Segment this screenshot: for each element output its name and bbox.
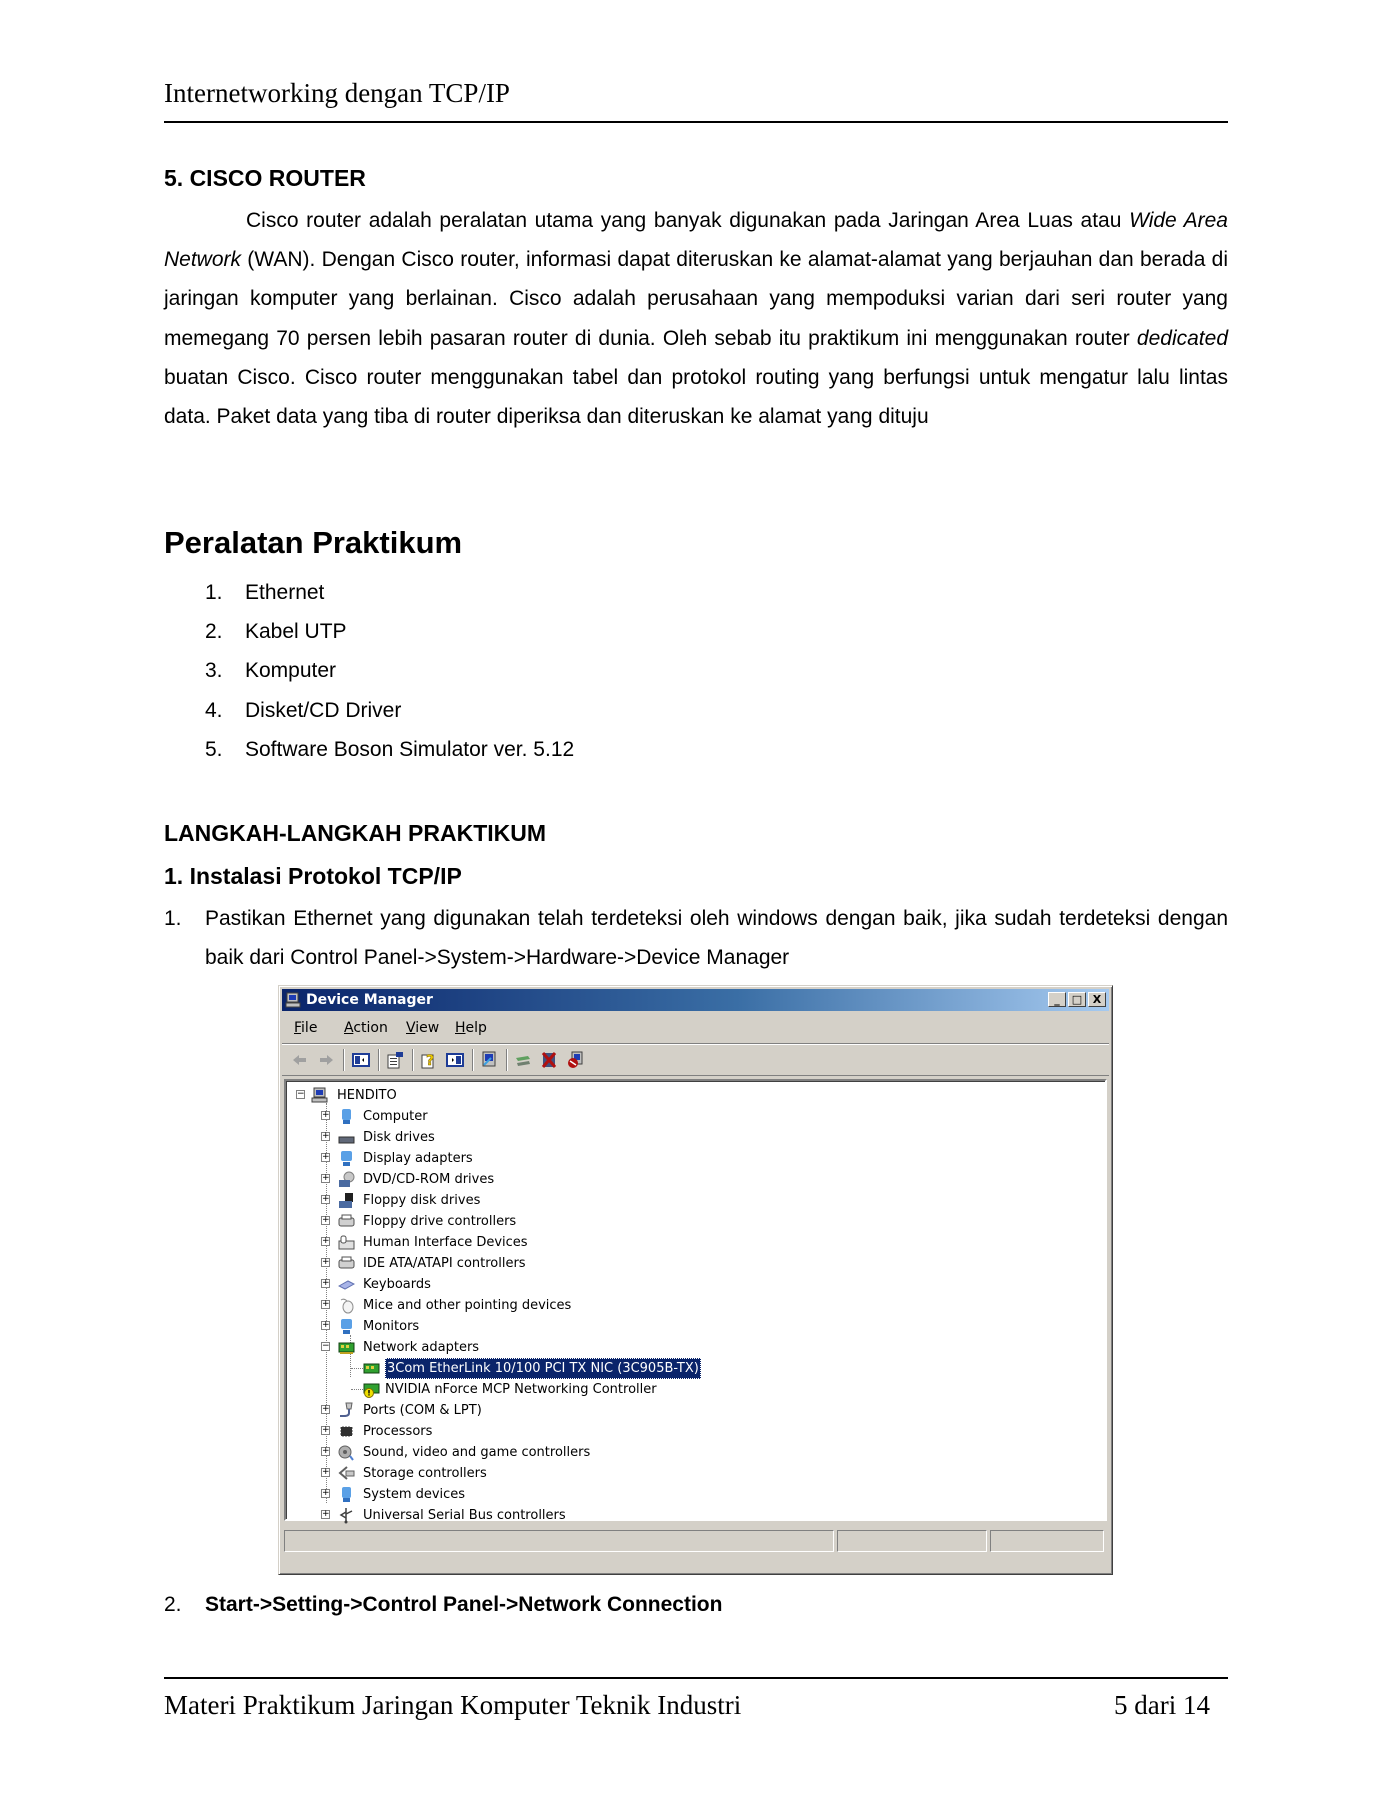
expand-icon[interactable]: + — [322, 1446, 330, 1456]
step-number: 1. — [164, 907, 182, 930]
status-pane — [990, 1530, 1104, 1552]
tree-label: Human Interface Devices — [363, 1235, 528, 1250]
tree-label: Floppy drive controllers — [363, 1214, 517, 1229]
expand-icon[interactable]: + — [322, 1299, 330, 1309]
expand-icon[interactable]: + — [322, 1110, 330, 1120]
expand-icon[interactable]: + — [322, 1467, 330, 1477]
hid-icon — [338, 1234, 355, 1251]
list-text: Kabel UTP — [245, 620, 347, 644]
maximize-button[interactable]: □ — [1068, 992, 1086, 1007]
controller-icon — [338, 1213, 355, 1230]
menu-file[interactable]: File — [294, 1020, 318, 1036]
toolbar-separator — [412, 1049, 413, 1071]
back-icon[interactable] — [291, 1051, 309, 1069]
menu-bar — [282, 1013, 1109, 1044]
help-icon[interactable] — [420, 1051, 438, 1069]
expand-icon[interactable]: + — [322, 1152, 330, 1162]
expand-icon[interactable]: + — [322, 1509, 330, 1519]
step-text: Pastikan Ethernet yang digunakan telah terdeteksi oleh windows dengan baik, jika sudah terdeteksi dengan baik dari Control Panel->System->Hardware->Device Manager — [205, 907, 1228, 970]
device-manager-icon — [285, 992, 301, 1008]
tree-label: NVIDIA nForce MCP Networking Controller — [385, 1382, 657, 1397]
toolbar-separator — [378, 1049, 379, 1071]
processor-icon — [338, 1423, 355, 1440]
port-icon — [338, 1402, 355, 1419]
network-adapter-icon — [338, 1339, 355, 1356]
toolbar-separator — [506, 1049, 507, 1071]
system-icon — [338, 1486, 355, 1503]
tree-label: Universal Serial Bus controllers — [363, 1508, 566, 1523]
collapse-icon[interactable]: − — [322, 1341, 330, 1351]
window-title: Device Manager — [306, 992, 433, 1008]
tree-label: Mice and other pointing devices — [363, 1298, 572, 1313]
monitor-icon — [338, 1318, 355, 1335]
disk-drive-icon — [338, 1129, 355, 1146]
toolbar-separator — [472, 1049, 473, 1071]
tree-label: Monitors — [363, 1319, 420, 1334]
steps-subheading: 1. Instalasi Protokol TCP/IP — [164, 863, 462, 889]
para-text: (WAN). Dengan Cisco router, informasi dapat diteruskan ke alamat-alamat yang berjauhan dan berada di jaringan komputer yang berlainan. Cisco adalah perusahaan yang mempoduksi varian dari seri router yang memegang 70 persen lebih pasaran router di dunia. Oleh sebab itu praktikum ini menggunakan router — [164, 248, 1228, 350]
svg-text:?: ? — [426, 1053, 435, 1069]
expand-icon[interactable]: + — [322, 1404, 330, 1414]
header-rule — [164, 121, 1228, 123]
footer-rule — [164, 1677, 1228, 1679]
equipment-heading: Peralatan Praktikum — [164, 525, 463, 560]
minimize-button[interactable]: _ — [1048, 992, 1066, 1007]
list-text: Software Boson Simulator ver. 5.12 — [245, 737, 575, 761]
tree-label: Disk drives — [363, 1130, 435, 1145]
show-hide-console-tree-icon[interactable] — [352, 1051, 370, 1069]
list-text: Komputer — [245, 659, 337, 683]
display-adapter-icon — [338, 1150, 355, 1167]
list-text: Ethernet — [245, 581, 325, 604]
toolbar-separator — [343, 1049, 344, 1071]
tree-label: System devices — [363, 1487, 466, 1502]
controller-icon — [338, 1255, 355, 1272]
tree-label: Processors — [363, 1424, 433, 1439]
expand-icon[interactable]: + — [322, 1278, 330, 1288]
tree-label: Display adapters — [363, 1151, 473, 1166]
uninstall-icon[interactable] — [540, 1051, 558, 1069]
para-text: buatan Cisco. Cisco router menggunakan tabel dan protokol routing yang berfungsi untuk mengatur lalu lintas data. Paket data yang tiba di router diperiksa dan diteruskan ke alamat yang dituju — [164, 365, 1228, 429]
storage-icon — [338, 1465, 355, 1482]
show-hide-action-pane-icon[interactable] — [446, 1051, 464, 1069]
list-number: 3. — [205, 659, 223, 683]
list-number: 1. — [205, 581, 223, 604]
sound-icon — [338, 1444, 355, 1461]
expand-icon[interactable]: + — [322, 1194, 330, 1204]
menu-view[interactable]: View — [406, 1020, 440, 1036]
tree-label: Computer — [363, 1109, 428, 1124]
forward-icon[interactable] — [317, 1051, 335, 1069]
expand-icon[interactable]: + — [322, 1320, 330, 1330]
expand-icon[interactable]: + — [322, 1131, 330, 1141]
running-header: Internetworking dengan TCP/IP — [164, 78, 510, 108]
para-italic-wan: Wide Area Network — [164, 209, 1228, 272]
usb-icon — [338, 1507, 355, 1524]
device-tree[interactable] — [284, 1079, 1107, 1521]
step-number: 2. — [164, 1593, 182, 1616]
floppy-icon — [338, 1192, 355, 1209]
tree-label: HENDITO — [337, 1088, 397, 1103]
steps-heading: LANGKAH-LANGKAH PRAKTIKUM — [164, 820, 547, 846]
para-text: Cisco router adalah peralatan utama yang banyak digunakan pada Jaringan Area Luas atau — [246, 209, 1130, 232]
step-text: Start->Setting->Control Panel->Network Connection — [205, 1593, 723, 1616]
list-number: 5. — [205, 737, 223, 761]
keyboard-icon — [338, 1276, 355, 1293]
close-button[interactable]: X — [1088, 992, 1106, 1007]
collapse-icon[interactable]: − — [297, 1089, 305, 1099]
tree-label: Sound, video and game controllers — [363, 1445, 591, 1460]
section-heading: 5. CISCO ROUTER — [164, 165, 366, 191]
mouse-icon — [338, 1297, 355, 1314]
page-number: 5 dari 14 — [1114, 1690, 1210, 1720]
tree-label: DVD/CD-ROM drives — [363, 1172, 495, 1187]
expand-icon[interactable]: + — [322, 1173, 330, 1183]
toolbar — [282, 1045, 1109, 1076]
tree-guide-line — [351, 1389, 363, 1390]
step-1 — [164, 899, 1228, 977]
network-adapter-warning-icon — [363, 1381, 380, 1398]
expand-icon[interactable]: + — [322, 1488, 330, 1498]
network-adapter-icon — [363, 1360, 380, 1377]
menu-action[interactable]: Action — [344, 1020, 388, 1036]
expand-icon[interactable]: + — [322, 1236, 330, 1246]
expand-icon[interactable]: + — [322, 1215, 330, 1225]
scan-hardware-icon[interactable] — [480, 1051, 498, 1069]
status-pane — [837, 1530, 987, 1552]
update-driver-icon[interactable] — [514, 1051, 532, 1069]
list-number: 2. — [205, 620, 223, 644]
title-buttons — [1046, 992, 1106, 1007]
expand-icon[interactable]: + — [322, 1257, 330, 1267]
computer-root-icon — [311, 1087, 328, 1104]
status-pane — [284, 1530, 834, 1552]
computer-icon — [338, 1108, 355, 1125]
tree-label: Keyboards — [363, 1277, 431, 1292]
tree-guide-line — [351, 1368, 363, 1369]
para-italic-dedicated: dedicated — [1136, 326, 1228, 350]
list-number: 4. — [205, 698, 223, 722]
cdrom-icon — [338, 1171, 355, 1188]
device-manager-window — [278, 985, 1113, 1575]
status-bar — [284, 1526, 1107, 1566]
section-paragraph — [164, 201, 1228, 436]
title-bar[interactable] — [282, 989, 1109, 1011]
list-text: Disket/CD Driver — [245, 698, 402, 722]
disable-icon[interactable] — [566, 1051, 584, 1069]
tree-label: Network adapters — [363, 1340, 480, 1355]
properties-icon[interactable] — [386, 1051, 404, 1069]
tree-label: Ports (COM & LPT) — [363, 1403, 482, 1418]
tree-label: Floppy disk drives — [363, 1193, 481, 1208]
menu-help[interactable]: Help — [455, 1020, 487, 1036]
footer-title: Materi Praktikum Jaringan Komputer Teknik Industri — [164, 1690, 742, 1720]
tree-label: IDE ATA/ATAPI controllers — [363, 1256, 526, 1271]
expand-icon[interactable]: + — [322, 1425, 330, 1435]
tree-label-selected: 3Com EtherLink 10/100 PCI TX NIC (3C905B-TX) — [385, 1358, 701, 1379]
tree-label: Storage controllers — [363, 1466, 487, 1481]
